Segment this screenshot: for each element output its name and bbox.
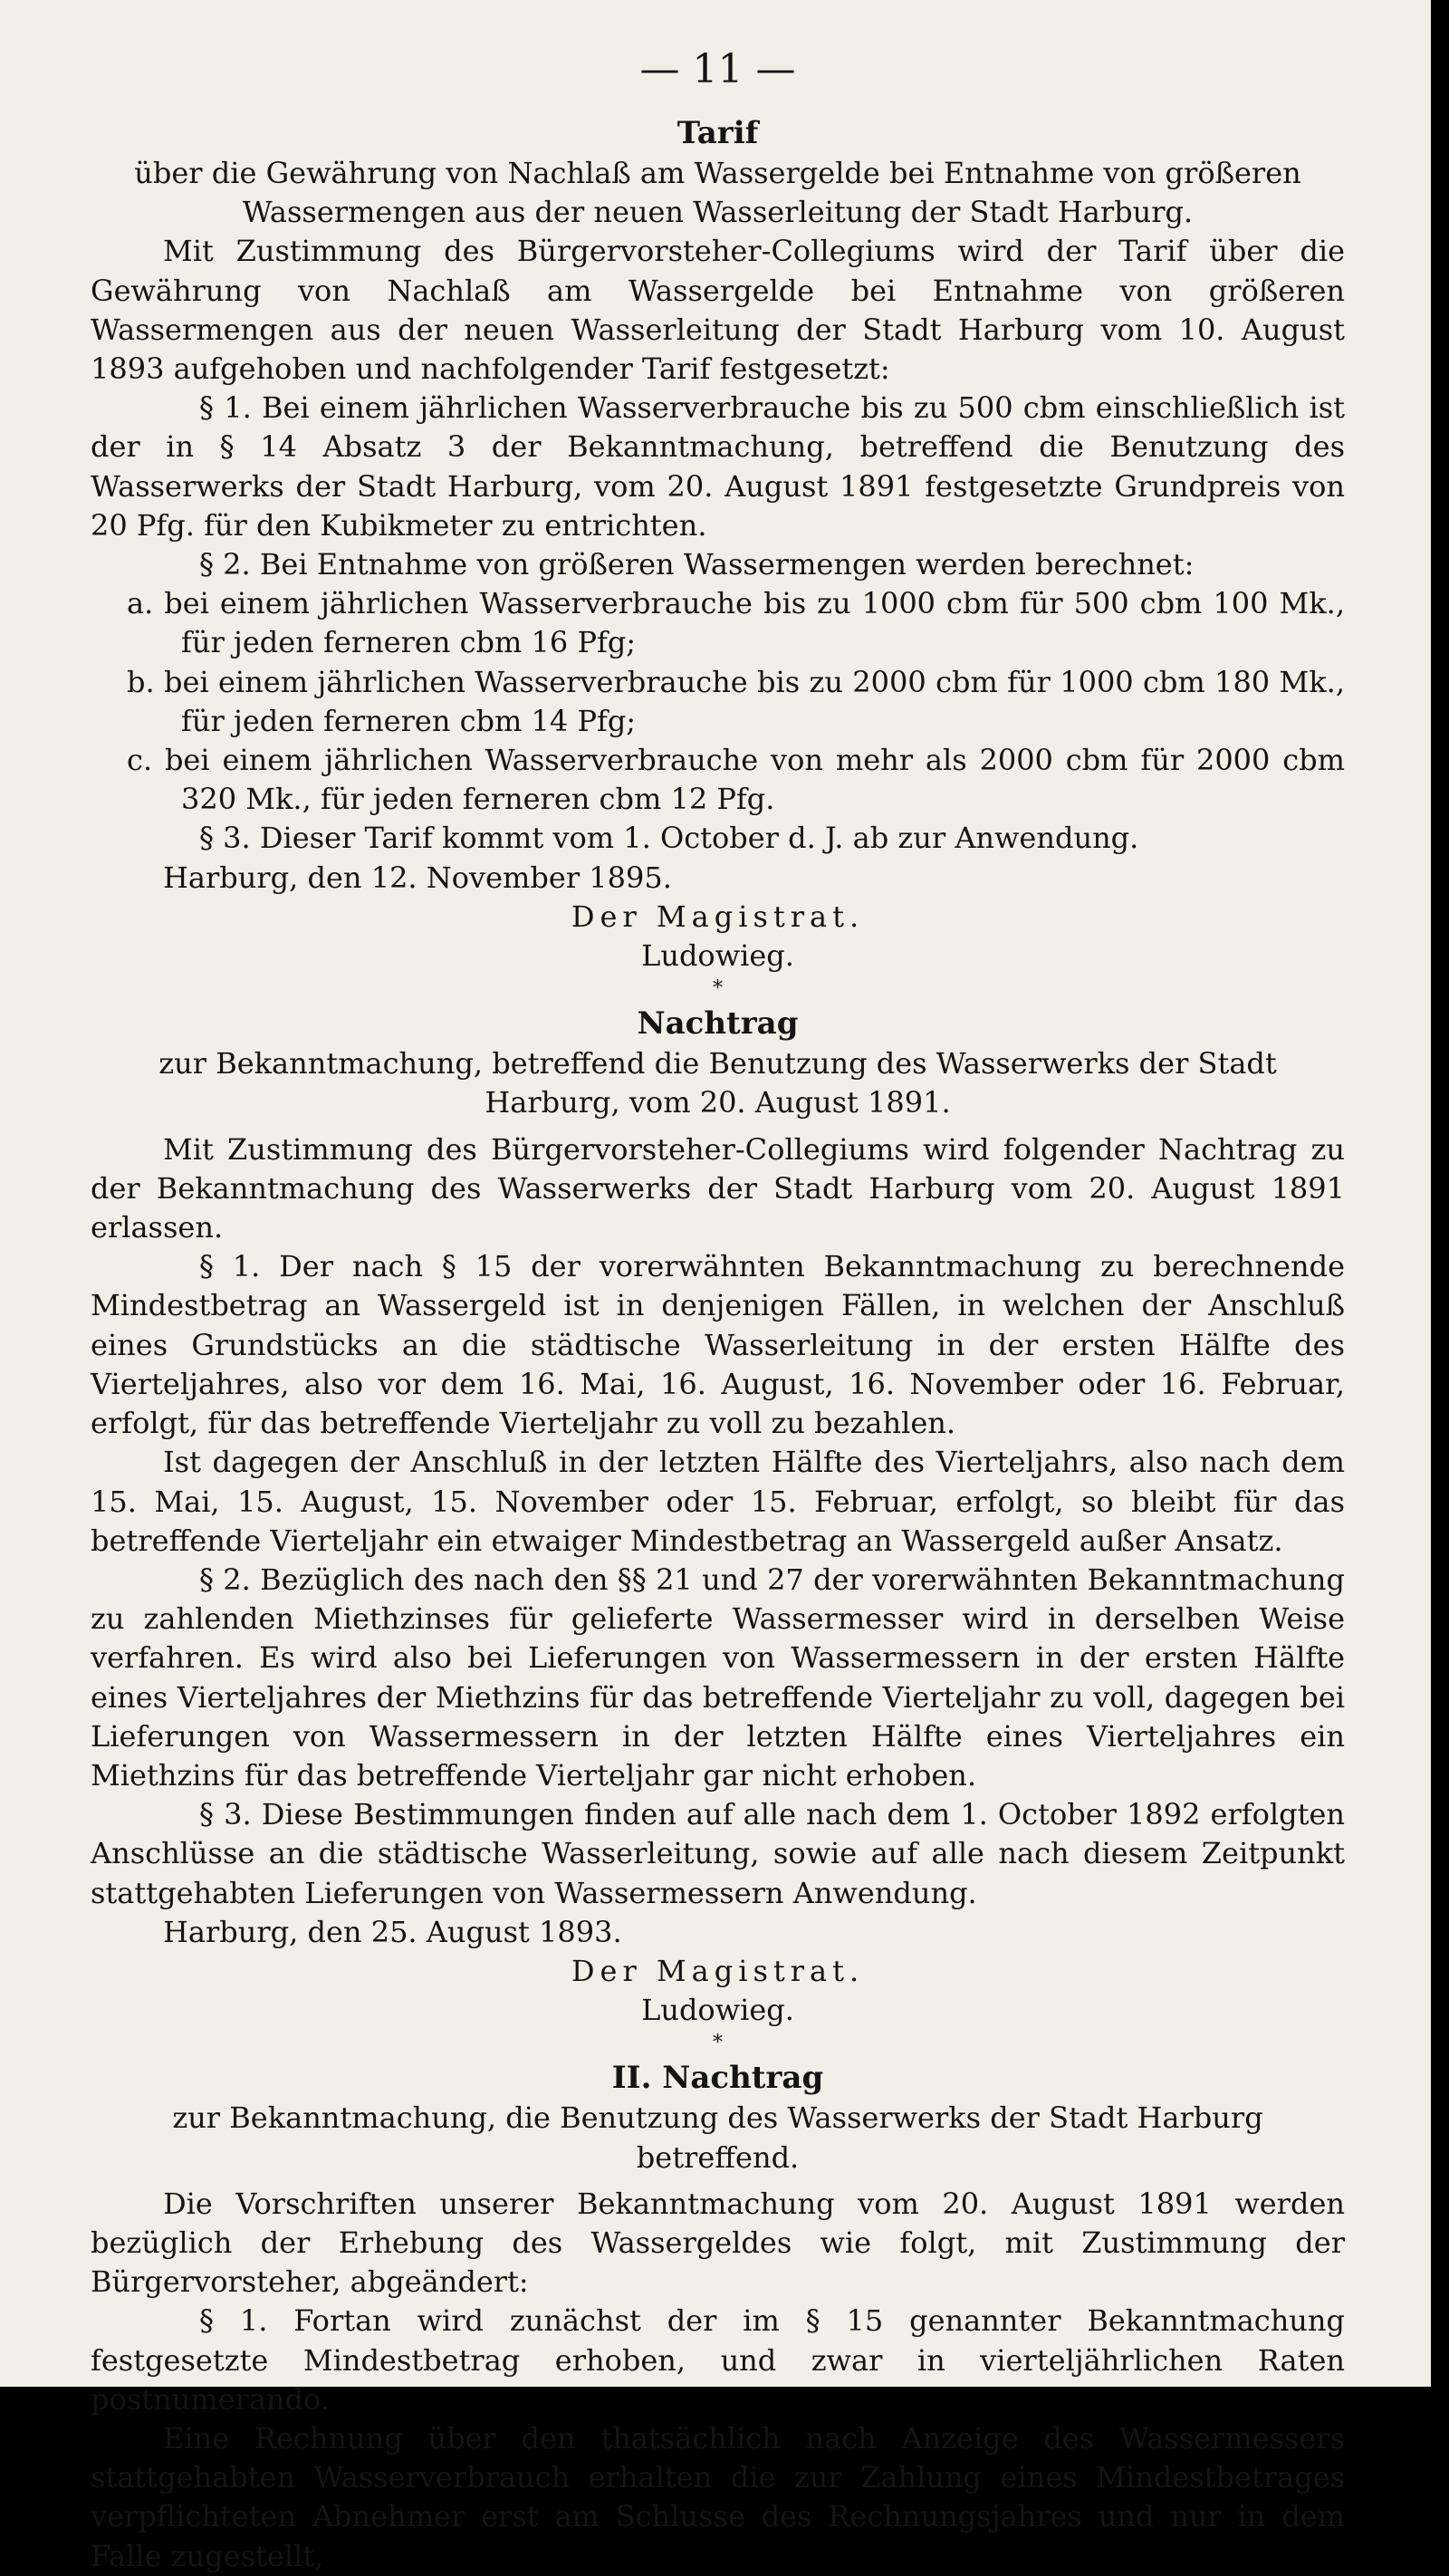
tarif-signature-authority: Der Magistrat.	[571, 899, 865, 934]
tarif-heading: Tarif	[677, 115, 759, 151]
tarif-paragraph-1: § 1. Bei einem jährlichen Wasserverbrauche bis zu 500 cbm einschließlich ist der in § 14 Absatz 3 der Bekanntmachung, betreffend die Benutzung des Wasserwerks der Stadt Harburg, vom 20. August 1891 festgesetzte Grundpreis von 20 Pfg. für den Kubikmeter zu entrichten.	[91, 390, 1345, 543]
nachtrag2-section	[91, 2057, 1345, 2575]
nachtrag-signature-authority: Der Magistrat.	[571, 1953, 865, 1988]
section-separator: *	[713, 977, 723, 1001]
page-content	[91, 36, 1345, 2576]
page-number: — 11 —	[639, 46, 796, 92]
nachtrag2-paragraph-1b: Eine Rechnung über den thatsächlich nach Anzeige des Wassermessers stattgehabten Wasserverbrauch erhalten die zur Zahlung eines Mindestbetrages verpflichteten Abnehmer erst am Schlusse des Rechnungsjahres und nur in dem Falle zugestellt,	[91, 2420, 1345, 2573]
section-separator: *	[713, 2032, 723, 2055]
nachtrag-paragraph-1: § 1. Der nach § 15 der vorerwähnten Bekanntmachung zu berechnende Mindestbetrag an Wassergeld ist in denjenigen Fällen, in welchen der Anschluß eines Grundstücks an die städtische Wasserleitung in der ersten Hälfte des Vierteljahres, also vor dem 16. Mai, 16. August, 16. November oder 16. Februar, erfolgt, für das betreffende Vierteljahr zu voll zu bezahlen.	[91, 1249, 1345, 1441]
nachtrag-heading: Nachtrag	[637, 1005, 799, 1043]
nachtrag2-intro: Die Vorschriften unserer Bekanntmachung vom 20. August 1891 werden bezüglich der Erhebung des Wassergeldes wie folgt, mit Zustimmung der Bürgervorsteher, abgeändert:	[91, 2186, 1345, 2300]
tarif-paragraph-2: § 2. Bei Entnahme von größeren Wassermengen werden berechnet:	[199, 547, 1195, 582]
nachtrag2-heading: II. Nachtrag	[611, 2060, 824, 2097]
nachtrag-intro: Mit Zustimmung des Bürgervorsteher-Collegiums wird folgender Nachtrag zu der Bekanntmachung des Wasserwerks der Stadt Harburg vom 20. August 1891 erlassen.	[91, 1131, 1345, 1245]
nachtrag-subtitle: zur Bekanntmachung, betreffend die Benutzung des Wasserwerks der Stadt Harburg, vom 20. August 1891.	[158, 1046, 1277, 1120]
scan-edge	[1431, 0, 1449, 2387]
tarif-date: Harburg, den 12. November 1895.	[163, 860, 672, 895]
nachtrag2-subtitle: zur Bekanntmachung, die Benutzung des Wasserwerks der Stadt Harburg betreffend.	[172, 2100, 1263, 2175]
tarif-signature-name: Ludowieg.	[641, 938, 794, 974]
tarif-intro: Mit Zustimmung des Bürgervorsteher-Collegiums wird der Tarif über die Gewährung von Nachlaß am Wassergelde bei Entnahme von größeren Wassermengen aus der neuen Wasserleitung der Stadt Harburg vom 10. August 1893 aufgehoben und nachfolgender Tarif festgesetzt:	[91, 234, 1345, 387]
tarif-paragraph-3: § 3. Dieser Tarif kommt vom 1. October d. J. ab zur Anwendung.	[199, 821, 1139, 856]
nachtrag-section	[91, 1003, 1345, 2057]
tarif-item-c: c. bei einem jährlichen Wasserverbrauche von mehr als 2000 cbm für 2000 cbm 320 Mk., für jeden ferneren cbm 12 Pfg.	[127, 743, 1345, 817]
nachtrag-paragraph-2: § 2. Bezüglich des nach den §§ 21 und 27 der vorerwähnten Bekanntmachung zu zahlenden Miethzinses für gelieferte Wassermesser wird in derselben Weise verfahren. Es wird also bei Lieferungen von Wassermessern in der ersten Hälfte eines Vierteljahres der Miethzins für das betreffende Vierteljahr zu voll, dagegen bei Lieferungen von Wassermessern in der letzten Hälfte eines Vierteljahres ein Miethzins für das betreffende Vierteljahr gar nicht erhoben.	[91, 1562, 1345, 1793]
nachtrag2-paragraph-1: § 1. Fortan wird zunächst der im § 15 genannter Bekanntmachung festgesetzte Mindestbetrag erhoben, und zwar in vierteljährlichen Raten postnumerando.	[91, 2303, 1345, 2417]
nachtrag-paragraph-3: § 3. Diese Bestimmungen finden auf alle nach dem 1. October 1892 erfolgten Anschlüsse an die städtische Wasserleitung, sowie auf alle nach diesem Zeitpunkt stattgehabten Lieferungen von Wassermessern Anwendung.	[91, 1797, 1345, 1910]
tarif-section	[91, 112, 1345, 1003]
tarif-subtitle: über die Gewährung von Nachlaß am Wassergelde bei Entnahme von größeren Wassermengen aus der neuen Wasserleitung der Stadt Harburg.	[134, 156, 1301, 230]
nachtrag-date: Harburg, den 25. August 1893.	[163, 1914, 622, 1949]
tarif-item-a: a. bei einem jährlichen Wasserverbrauche bis zu 1000 cbm für 500 cbm 100 Mk., für jeden ferneren cbm 16 Pfg;	[127, 586, 1345, 660]
nachtrag-paragraph-1b: Ist dagegen der Anschluß in der letzten Hälfte des Vierteljahrs, also nach dem 15. Mai, 15. August, 15. November oder 15. Februar, erfolgt, so bleibt für das betreffende Vierteljahr ein etwaiger Mindestbetrag an Wassergeld außer Ansatz.	[91, 1445, 1345, 1558]
tarif-item-b: b. bei einem jährlichen Wasserverbrauche bis zu 2000 cbm für 1000 cbm 180 Mk., für jeden ferneren cbm 14 Pfg;	[127, 664, 1345, 738]
nachtrag-signature-name: Ludowieg.	[641, 1993, 794, 2028]
